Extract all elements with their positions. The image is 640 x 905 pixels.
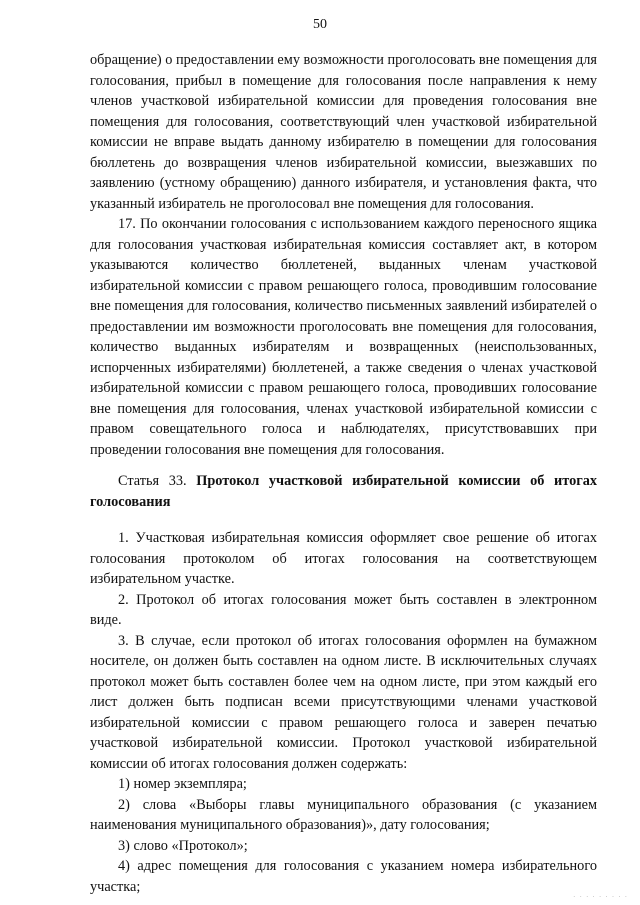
paragraph-3: 3. В случае, если протокол об итогах голосования оформлен на бумажном носителе, он должен быть составлен на одном листе. В исключительных случаях протокол может быть составлен более чем на одном листе, при этом каждый его лист должен быть подписан всеми присутствующими членами участковой избирательной комиссии с правом решающего голоса и заверен печатью участковой избирательной комиссии. Протокол участковой избирательной комиссии об итогах голосования должен содержать: [90,632,597,772]
article-title: Протокол участковой избирательной комиссии об итогах голосования [90,473,598,510]
paragraph-2: 2. Протокол об итогах голосования может быть составлен в электронном виде. [90,591,597,628]
document-body [90,50,597,897]
list-item-1: 1) номер экземпляра; [118,776,247,792]
article-number: Статья 33. [118,473,197,489]
list-item-2: 2) слова «Выборы главы муниципального образования (с указанием наименования муниципального образования)», дату голосования; [90,796,597,833]
list-item-3: 3) слово «Протокол»; [118,837,248,854]
continuation-paragraph: обращение) о предоставлении ему возможности проголосовать вне помещения для голосования, прибыл в помещение для голосования после направления к нему членов участковой избирательной комиссии для проведения голосования вне помещения для голосования, соответствующий член участковой избирательной комиссии не вправе выдать данному избирателю в помещении для голосования бюллетень до возвращения членов избирательной комиссии, выезжавших по заявлению (устному обращению) данного избирателя, и установления факта, что указанный избиратель не проголосовал вне помещения для голосования. [90,52,597,212]
article-heading [90,471,597,512]
scan-artifact: . . . . . . . . . [573,891,628,899]
page-number: 50 [313,17,327,32]
list-item-4: 4) адрес помещения для голосования с указанием номера избирательного участка; [90,858,597,895]
paragraph-1: 1. Участковая избирательная комиссия оформляет свое решение об итогах голосования протоколом об итогах голосования на соответствующем избирательном участке. [90,530,597,587]
paragraph-item-17: 17. По окончании голосования с использованием каждого переносного ящика для голосования участковая избирательная комиссия составляет акт, в котором указываются количество бюллетеней, выданных членам участковой избирательной комиссии с правом решающего голоса, проводившим голосование вне помещения для голосования, количество письменных заявлений избирателей о предоставлении им возможности проголосовать вне помещения для голосования, количество выданных избирателям и возвращенных (неиспользованных, испорченных избирателями) бюллетеней, а также сведения о членах участковой избирательной комиссии с правом решающего голоса, проводивших голосование вне помещения для голосования, членах участковой избирательной комиссии с правом совещательного голоса и наблюдателях, присутствовавших при проведении голосования вне помещения для голосования. [90,216,597,458]
